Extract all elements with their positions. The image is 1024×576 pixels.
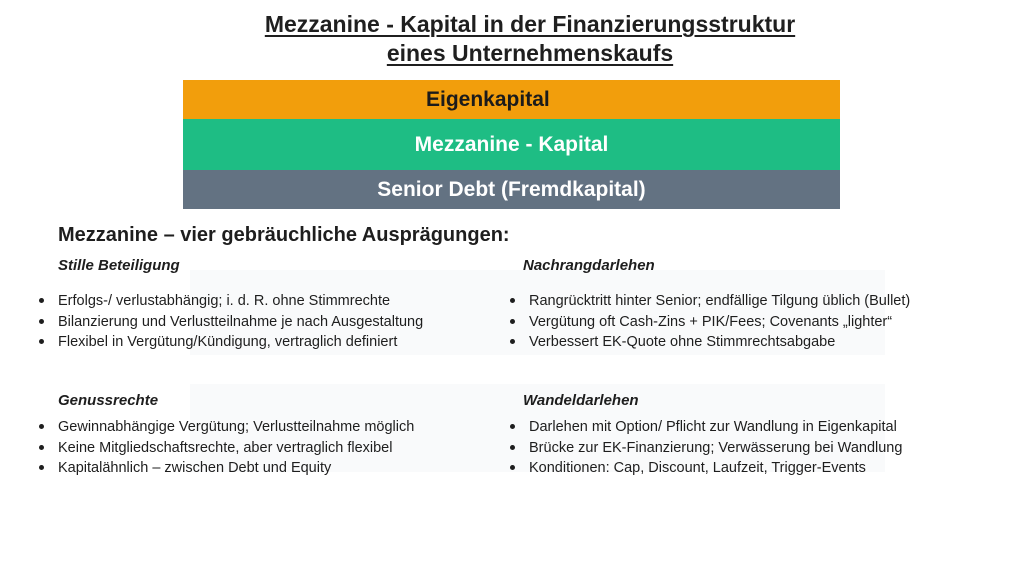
type-card-genussrechte bbox=[37, 392, 414, 479]
bullet-icon bbox=[510, 298, 515, 303]
bullet-icon bbox=[39, 445, 44, 450]
list-item bbox=[508, 417, 902, 438]
list-item bbox=[37, 332, 423, 353]
bullet-list bbox=[508, 417, 902, 479]
title-line-2: eines Unternehmenskaufs bbox=[386, 40, 674, 66]
capital-structure-stack bbox=[183, 80, 840, 209]
bullet-text: Konditionen: Cap, Discount, Laufzeit, Trigger-Events bbox=[529, 460, 866, 476]
bullet-text: Brücke zur EK-Finanzierung; Verwässerung bei Wandlung bbox=[529, 439, 903, 456]
bullet-text: Gewinnabhängige Vergütung; Verlustteilnahme möglich bbox=[58, 419, 415, 435]
type-heading: Nachrangdarlehen bbox=[523, 257, 655, 274]
bullet-icon bbox=[510, 465, 515, 470]
type-card-wandeldarlehen bbox=[508, 392, 902, 479]
list-item bbox=[37, 417, 414, 438]
list-item bbox=[37, 458, 414, 479]
type-card-nachrangdarlehen bbox=[508, 257, 910, 353]
bullet-text: Bilanzierung und Verlustteilnahme je nach Ausgestaltung bbox=[58, 313, 424, 330]
title-line-1: Mezzanine - Kapital in der Finanzierungsstruktur bbox=[264, 11, 796, 37]
list-item bbox=[37, 312, 423, 333]
list-item bbox=[508, 332, 910, 353]
list-item bbox=[508, 438, 902, 459]
bullet-text: Verbessert EK-Quote ohne Stimmrechtsabgabe bbox=[529, 334, 836, 350]
bullet-icon bbox=[39, 319, 44, 324]
bullet-text: Keine Mitgliedschaftsrechte, aber vertraglich flexibel bbox=[58, 439, 393, 456]
senior-debt-layer bbox=[183, 170, 840, 209]
bullet-icon bbox=[39, 298, 44, 303]
mezzanine-layer-label: Mezzanine - Kapital bbox=[414, 132, 609, 156]
bullet-icon bbox=[510, 339, 515, 344]
mezzanine-layer bbox=[183, 119, 840, 170]
list-item bbox=[37, 438, 414, 459]
equity-layer-label: Eigenkapital bbox=[426, 87, 550, 111]
list-item bbox=[508, 312, 910, 333]
equity-layer bbox=[183, 80, 840, 119]
list-item bbox=[37, 291, 423, 312]
bullet-icon bbox=[510, 319, 515, 324]
type-heading: Wandeldarlehen bbox=[523, 392, 639, 409]
bullet-list bbox=[37, 417, 414, 479]
list-item bbox=[508, 458, 902, 479]
bullet-icon bbox=[39, 424, 44, 429]
type-heading: Genussrechte bbox=[58, 392, 159, 409]
bullet-text: Vergütung oft Cash-Zins + PIK/Fees; Covenants „lighter“ bbox=[529, 313, 893, 330]
bullet-icon bbox=[510, 445, 515, 450]
type-heading: Stille Beteiligung bbox=[58, 257, 180, 274]
bullet-text: Kapitalähnlich – zwischen Debt und Equity bbox=[58, 460, 332, 476]
bullet-text: Darlehen mit Option/ Pflicht zur Wandlung in Eigenkapital bbox=[529, 419, 897, 435]
bullet-text: Rangrücktritt hinter Senior; endfällige Tilgung üblich (Bullet) bbox=[529, 293, 911, 309]
list-item bbox=[508, 291, 910, 312]
bullet-list bbox=[508, 291, 910, 353]
bullet-list bbox=[37, 291, 423, 353]
bullet-text: Flexibel in Vergütung/Kündigung, vertraglich definiert bbox=[58, 334, 398, 350]
type-card-stille-beteiligung bbox=[37, 257, 423, 353]
bullet-icon bbox=[39, 339, 44, 344]
slide-title bbox=[0, 10, 1024, 68]
bullet-icon bbox=[39, 465, 44, 470]
bullet-text: Erfolgs-/ verlustabhängig; i. d. R. ohne Stimmrechte bbox=[58, 293, 391, 309]
types-subheading: Mezzanine – vier gebräuchliche Ausprägungen: bbox=[58, 224, 510, 246]
bullet-icon bbox=[510, 424, 515, 429]
senior-debt-layer-label: Senior Debt (Fremdkapital) bbox=[377, 177, 646, 201]
